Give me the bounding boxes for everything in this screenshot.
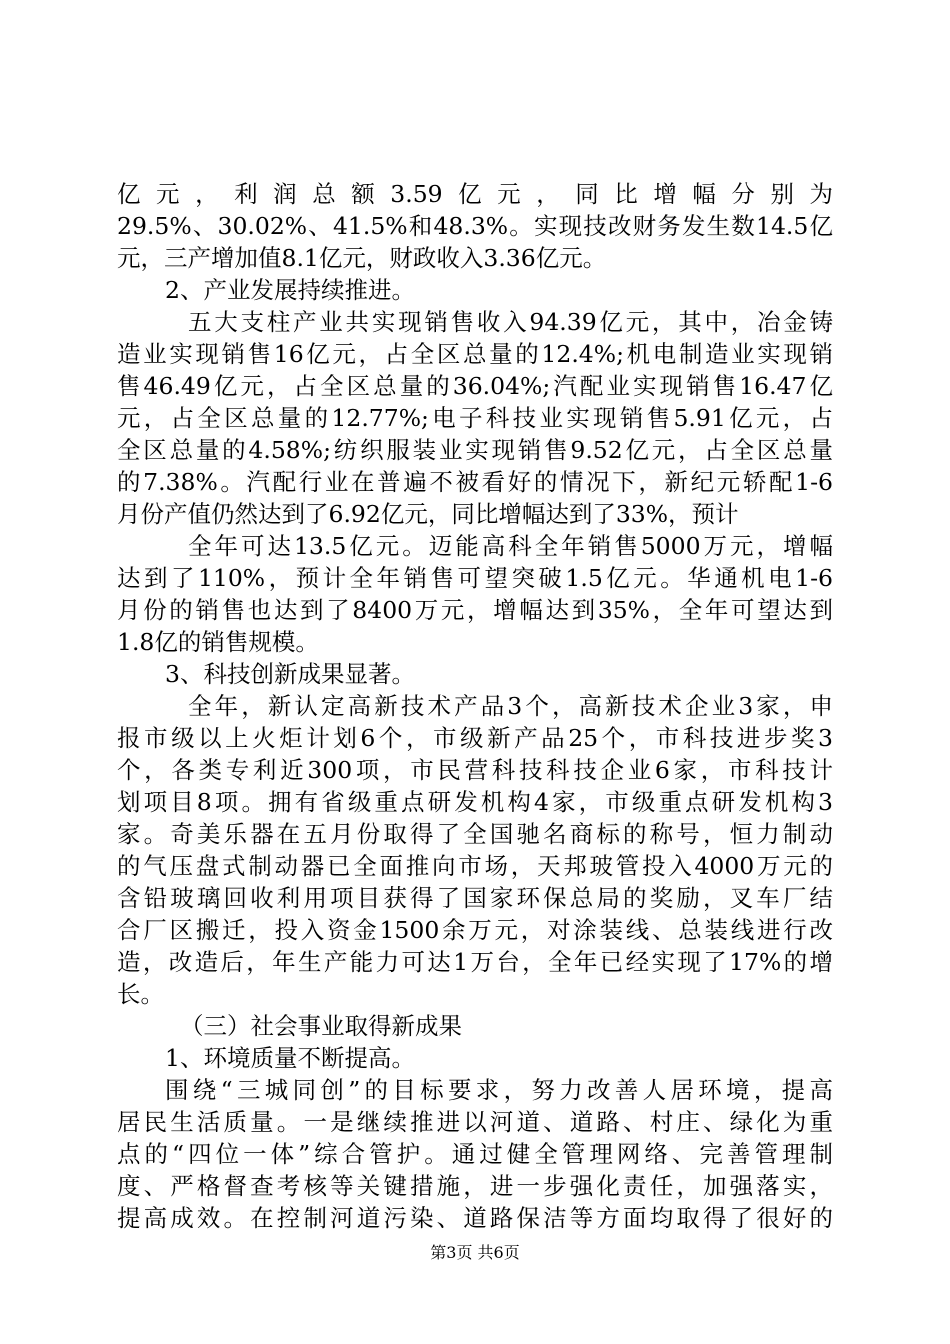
- page-number-footer: 第3页 共6页: [430, 1243, 520, 1262]
- paragraph-line: 达到了110%，预计全年销售可望突破1.5亿元。华通机电1-6: [117, 564, 833, 592]
- paragraph-line: 月份的销售也达到了8400万元，增幅达到35%，全年可望达到: [117, 596, 833, 624]
- paragraph-line: 居民生活质量。一是继续推进以河道、道路、村庄、绿化为重: [117, 1108, 833, 1136]
- paragraph-line: 度、严格督查考核等关键措施，进一步强化责任，加强落实，: [117, 1172, 833, 1200]
- paragraph-line: 元，占全区总量的12.77%;电子科技业实现销售5.91亿元，占: [117, 404, 833, 432]
- paragraph-line: 月份产值仍然达到了6.92亿元，同比增幅达到了33%，预计: [117, 500, 739, 528]
- paragraph-line: 造业实现销售16亿元，占全区总量的12.4%;机电制造业实现销: [117, 340, 833, 368]
- paragraph-line: 含铅玻璃回收利用项目获得了国家环保总局的奖励，叉车厂结: [117, 884, 833, 912]
- paragraph-line: 全年可达13.5亿元。迈能高科全年销售5000万元，增幅: [188, 532, 833, 560]
- paragraph-line: 元，三产增加值8.1亿元，财政收入3.36亿元。: [117, 244, 607, 272]
- paragraph-line: 提高成效。在控制河道污染、道路保洁等方面均取得了很好的: [117, 1204, 833, 1232]
- paragraph-line: 合厂区搬迁，投入资金1500余万元，对涂装线、总装线进行改: [117, 916, 833, 944]
- paragraph-line: 售46.49亿元，占全区总量的36.04%;汽配业实现销售16.47亿: [117, 372, 833, 400]
- paragraph-line: 1.8亿的销售规模。: [117, 628, 319, 656]
- paragraph-line: 的气压盘式制动器已全面推向市场，天邦玻管投入4000万元的: [117, 852, 833, 880]
- paragraph-line: 的7.38%。汽配行业在普遍不被看好的情况下，新纪元轿配1-6: [117, 468, 833, 496]
- paragraph-line: 全区总量的4.58%;纺织服装业实现销售9.52亿元，占全区总量: [117, 436, 833, 464]
- paragraph-line: 个，各类专利近300项，市民营科技科技企业6家，市科技计: [117, 756, 833, 784]
- paragraph-line: 点的“四位一体”综合管护。通过健全管理网络、完善管理制: [117, 1140, 833, 1168]
- paragraph-line: 全年，新认定高新技术产品3个，高新技术企业3家，申: [188, 692, 833, 720]
- paragraph-line: 造，改造后，年生产能力可达1万台，全年已经实现了17%的增: [117, 948, 833, 976]
- paragraph-line: 五大支柱产业共实现销售收入94.39亿元，其中，冶金铸: [188, 308, 833, 336]
- section-heading: 1、环境质量不断提高。: [165, 1044, 415, 1072]
- section-heading: 3、科技创新成果显著。: [165, 660, 415, 688]
- section-heading: 2、产业发展持续推进。: [165, 276, 415, 304]
- section-heading: （三）社会事业取得新成果: [180, 1012, 462, 1040]
- paragraph-line: 29.5%、30.02%、41.5%和48.3%。实现技改财务发生数14.5亿: [117, 212, 833, 240]
- paragraph-line: 家。奇美乐器在五月份取得了全国驰名商标的称号，恒力制动: [117, 820, 833, 848]
- paragraph-line: 报市级以上火炬计划6个，市级新产品25个，市科技进步奖3: [117, 724, 833, 752]
- paragraph-line: 亿元，利润总额3.59亿元，同比增幅分别为: [117, 180, 833, 208]
- paragraph-line: 长。: [117, 980, 164, 1008]
- paragraph-line: 划项目8项。拥有省级重点研发机构4家，市级重点研发机构3: [117, 788, 833, 816]
- paragraph-line: 围绕“三城同创”的目标要求，努力改善人居环境，提高: [165, 1076, 833, 1104]
